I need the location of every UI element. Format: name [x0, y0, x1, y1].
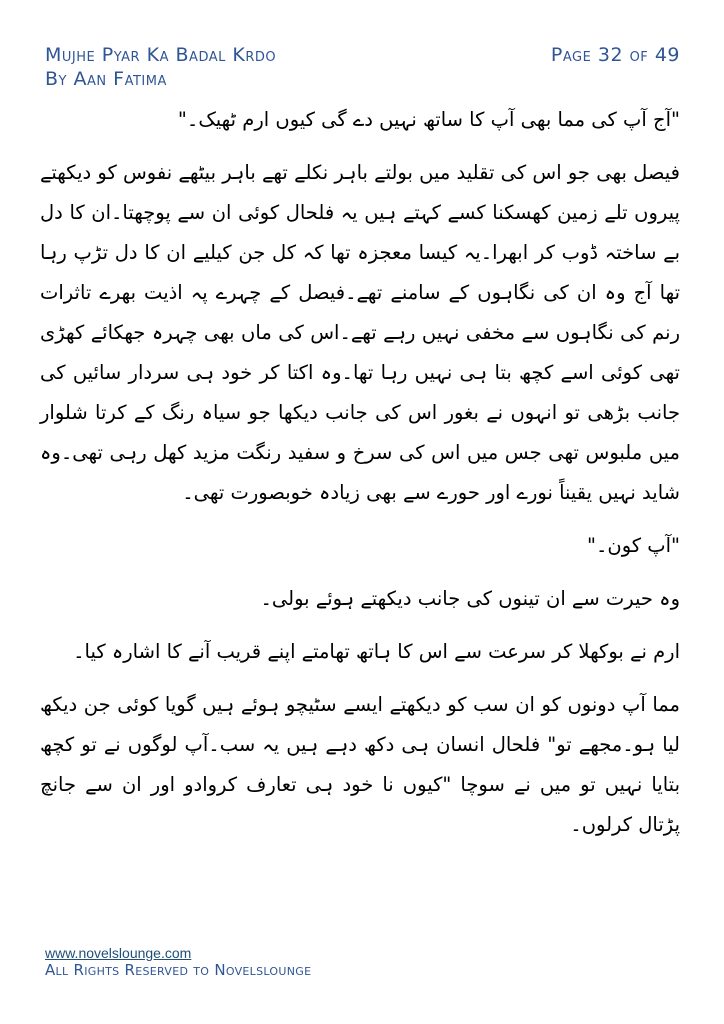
paragraph-6: مما آپ دونوں کو ان سب کو دیکھتے ایسے سٹیچو ہوئے ہیں گویا کوئی جن دیکھ لیا ہو۔مجھے تو" فلحال انسان ہی دکھ دہے ہیں یہ سب۔آپ لوگوں نے تو کچھ بتایا نہیں تو میں نے سوچا "کیوں نا خود ہی تعارف کروادو اور ان سے جانچ پڑتال کرلوں۔: [40, 693, 680, 836]
rights-notice: All Rights Reserved to Novelslounge: [45, 961, 312, 979]
body-text: [40, 100, 680, 858]
paragraph-3: "آپ کون۔": [586, 534, 680, 557]
author-line: By Aan Fatima: [45, 68, 167, 90]
page-number: Page 32 of 49: [550, 44, 680, 66]
paragraph-5: ارم نے بوکھلا کر سرعت سے اس کا ہاتھ تھامتے اپنے قریب آنے کا اشارہ کیا۔: [73, 640, 680, 663]
paragraph-2: فیصل بھی جو اس کی تقلید میں بولتے باہر نکلے تھے باہر بیٹھے نفوس کو دیکھتے پیروں تلے زمین کھسکنا کسے کہتے ہیں یہ فلحال کوئی ان سے پوچھتا۔ان کا دل بے ساختہ ڈوب کر ابھرا۔یہ کیسا معجزہ تھا کہ کل جن کیلیے ان کا دل تڑپ رہا تھا آج وہ ان کی نگاہوں کے سامنے تھے۔فیصل کے چہرے پہ اذیت بھرے تاثرات رنم کی نگاہوں سے مخفی نہیں رہے تھے۔اس کی ماں بھی چہرہ جھکائے کھڑی تھی کوئی اسے کچھ بتا ہی نہیں رہا تھا۔وہ اکتا کر خود ہی سردار سائیں کی جانب بڑھی تو انہوں نے بغور اس کی جانب دیکھا جو سیاہ رنگ کے کرتا شلوار میں ملبوس تھی جس میں اس کی سرخ و سفید رنگت مزید کھل رہی تھی۔وہ شاید نہیں یقیناً نورے اور حورے سے بھی زیادہ خوبصورت تھی۔: [40, 161, 680, 504]
paragraph-1: "آج آپ کی مما بھی آپ کا ساتھ نہیں دے گی کیوں ارم ٹھیک۔": [177, 108, 680, 131]
paragraph-4: وہ حیرت سے ان تینوں کی جانب دیکھتے ہوئے بولی۔: [260, 587, 680, 610]
document-title: Mujhe Pyar Ka Badal Krdo: [45, 44, 277, 66]
website-link[interactable]: www.novelslounge.com: [45, 945, 192, 961]
